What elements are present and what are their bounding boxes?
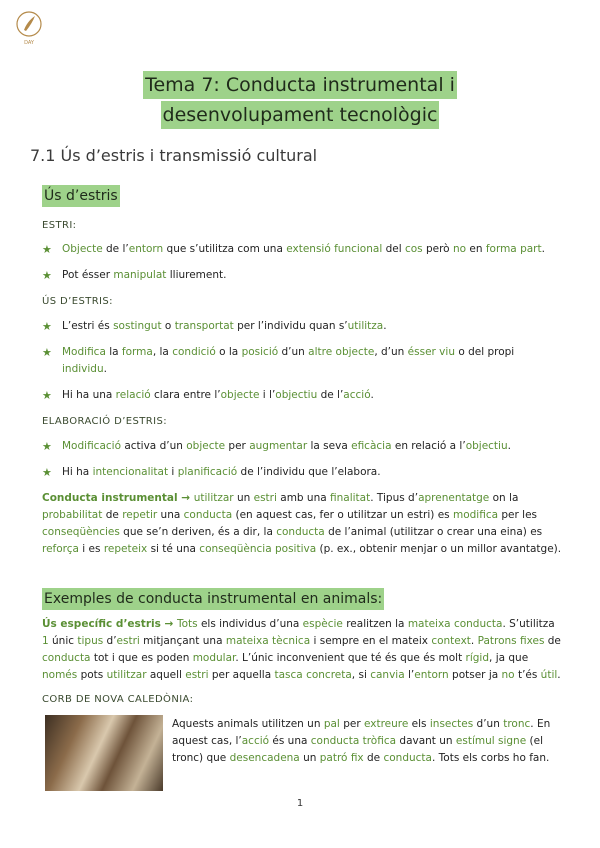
text-run: un [233,492,254,504]
text-run: realitzen la [342,618,408,630]
text-run: d’ [103,635,117,647]
text-run: o [161,320,175,332]
bullet-elab-1 [42,438,562,455]
text-run: (el tronc) que [172,735,543,764]
text-run: Aquests animals utilitzen un [172,718,324,730]
text-run: insectes [429,718,474,730]
text-run: de l’ [317,389,344,401]
text-run: o la [215,346,242,358]
bullet-elab-2 [42,464,562,481]
bullet-estri-2 [42,267,562,284]
text-run: . S’utilitza [502,618,555,630]
section-heading: 7.1 Ús d’estris i transmissió cultural [30,146,318,165]
paragraph-us-especific [42,616,562,684]
text-run: d’un [278,346,309,358]
text-run: per les [498,509,537,521]
title-line-2: desenvolupament tecnològic [161,101,440,129]
text-run: Conducta instrumental → [42,492,194,504]
text-run: pal [323,718,340,730]
star-icon: ★ [42,389,52,402]
text-run: finalitat [330,492,371,504]
star-icon: ★ [42,346,52,359]
text-run: , ja que [489,652,529,664]
text-run: conducta [383,752,432,764]
text-run: o del propi [454,346,515,358]
text-run: repetir [122,509,158,521]
text-run: altre objecte [308,346,375,358]
text-run: entorn [128,243,164,255]
text-run: t’és [514,669,541,681]
text-run: de [544,635,561,647]
text-run: els individus d’una [197,618,303,630]
text-run: , d’un [374,346,408,358]
text-run: individu [62,363,104,375]
text-run: lliurement. [166,269,227,281]
text-run: no [501,669,515,681]
text-run: que s’utilitza com una [163,243,287,255]
text-run: utilitzar [193,492,234,504]
text-run: objecte [220,389,260,401]
text-run: activa d’un [121,440,187,452]
text-run: (p. ex., obtenir menjar o un millor avantatge). [316,543,562,555]
text-run: conducta [42,652,91,664]
text-run: estri [253,492,277,504]
text-run: . Tipus d’ [370,492,419,504]
text-run: conseqüència positiva [199,543,317,555]
text-run: l’ [404,669,415,681]
text-run: entorn [414,669,449,681]
text-run: forma part [485,243,542,255]
text-run: Patrons fixes [477,635,545,647]
crow-photo [45,715,163,791]
bullet-us-1 [42,318,562,335]
text-run: . [370,389,374,401]
text-run: estri [116,635,140,647]
text-run: Modifica [62,346,106,358]
text-run: desencadena [229,752,300,764]
text-run: un [299,752,320,764]
text-run: extreure [363,718,409,730]
text-run: . L’únic inconvenient que té és que és molt [235,652,466,664]
text-run: en relació a l’ [391,440,466,452]
text-run: . En aquest cas, l’ [172,718,551,747]
text-run: una [157,509,184,521]
text-run: pots [77,669,107,681]
text-run: conducta tròfica [310,735,397,747]
text-run: L’estri és [62,320,114,332]
text-run: només [42,669,78,681]
bullet-us-3 [42,387,562,404]
text-run: del [382,243,405,255]
text-run: de [102,509,123,521]
text-run: per [339,718,364,730]
text-run: 1 [42,635,49,647]
text-run: i sempre en el mateix [310,635,432,647]
text-run: per [225,440,250,452]
text-run: per l’individu quan s’ [233,320,348,332]
text-run: però [422,243,453,255]
star-icon: ★ [42,243,52,256]
star-icon: ★ [42,320,52,333]
text-run: context [431,635,471,647]
text-run: planificació [177,466,238,478]
text-run: la [105,346,122,358]
text-run: estri [185,669,209,681]
text-run: i l’ [259,389,276,401]
text-run: eficàcia [351,440,392,452]
text-run: augmentar [249,440,308,452]
text-run: aquell [146,669,186,681]
text-run: Objecte [62,243,103,255]
text-run: tasca concreta [274,669,352,681]
text-run: i [168,466,178,478]
text-run: no [452,243,467,255]
text-run: objecte [186,440,226,452]
text-run: Hi ha [62,466,93,478]
text-run: Pot ésser [62,269,114,281]
text-run: de l’individu que l’elabora. [237,466,381,478]
text-run: ésser viu [407,346,455,358]
text-run: . [103,363,107,375]
text-run: , si [351,669,371,681]
text-run: transportat [174,320,234,332]
text-run: estímul signe [455,735,527,747]
text-run: . [541,243,545,255]
label-elaboracio: ELABORACIÓ D’ESTRIS: [42,416,167,427]
text-run: manipulat [113,269,167,281]
text-run: . [383,320,387,332]
text-run: si té una [147,543,200,555]
text-run: modifica [452,509,499,521]
text-run: mateixa tècnica [225,635,311,647]
text-run: conducta [276,526,325,538]
text-run: aprenentatge [418,492,490,504]
text-run: cos [404,243,423,255]
text-run: modular [192,652,236,664]
text-run: posició [241,346,279,358]
text-run: mitjançant una [139,635,226,647]
document-title [0,70,600,130]
text-run: de l’ [102,243,129,255]
text-run: tronc [503,718,531,730]
subheading-us-estris: Ús d’estris [42,185,120,207]
text-run: de [363,752,384,764]
text-run: on la [489,492,519,504]
text-run: que se’n deriven, és a dir, la [119,526,277,538]
star-icon: ★ [42,440,52,453]
text-run: en [466,243,486,255]
text-run: tipus [77,635,104,647]
text-run: utilitzar [106,669,147,681]
bullet-estri-1 [42,241,562,258]
text-run: Modificació [62,440,122,452]
text-run: tot i que es poden [90,652,193,664]
text-run: acció [343,389,371,401]
text-run: Hi ha una [62,389,116,401]
text-run: , la [152,346,173,358]
text-run: útil [540,669,558,681]
text-run: . Tots els corbs ho fan. [431,752,550,764]
text-run: clara entre l’ [150,389,221,401]
text-run: condició [172,346,216,358]
label-corb: CORB DE NOVA CALEDÒNIA: [42,694,194,705]
text-run: acció [241,735,270,747]
text-run: potser ja [448,669,502,681]
text-run: probabilitat [42,509,103,521]
text-run: la seva [307,440,352,452]
text-run: patró fix [319,752,364,764]
text-run: conseqüències [42,526,120,538]
text-run: conducta [183,509,233,521]
text-run: objectiu [275,389,318,401]
star-icon: ★ [42,466,52,479]
text-run: canvia [370,669,405,681]
page-number: 1 [296,798,304,809]
label-estri: ESTRI: [42,220,77,231]
text-run: repeteix [103,543,148,555]
logo [14,10,44,46]
text-run: per aquella [208,669,275,681]
text-run: i es [78,543,104,555]
text-run: extensió funcional [286,243,383,255]
text-run: intencionalitat [92,466,169,478]
text-run: d’un [473,718,504,730]
text-run: relació [115,389,151,401]
text-run: els [408,718,430,730]
text-run: és una [269,735,311,747]
text-run: forma [121,346,153,358]
text-run: . [507,440,511,452]
text-run: Tots [176,618,198,630]
text-run: rígid [465,652,490,664]
text-run: utilitza [347,320,384,332]
label-us-estris: ÚS D’ESTRIS: [42,296,113,307]
text-run: únic [48,635,78,647]
text-run: mateixa conducta [407,618,503,630]
text-run: sostingut [113,320,162,332]
text-run: Ús específic d’estris → [42,618,177,630]
text-run: de l’animal (utilitzar o crear una eina) es [324,526,543,538]
text-run: amb una [276,492,331,504]
text-run: (en aquest cas, fer o utilitzar un estri) es [232,509,453,521]
logo-text: DAY [24,40,34,46]
text-run: espècie [302,618,343,630]
text-run: . [470,635,478,647]
paragraph-corb [172,716,562,767]
text-run: davant un [396,735,456,747]
title-line-1: Tema 7: Conducta instrumental i [143,71,457,99]
text-run: reforça [42,543,79,555]
text-run: objectiu [465,440,508,452]
text-run: . [557,669,561,681]
subheading-exemples: Exemples de conducta instrumental en animals: [42,588,384,610]
paragraph-conducta-instrumental [42,490,562,558]
star-icon: ★ [42,269,52,282]
bullet-us-2 [42,344,562,378]
